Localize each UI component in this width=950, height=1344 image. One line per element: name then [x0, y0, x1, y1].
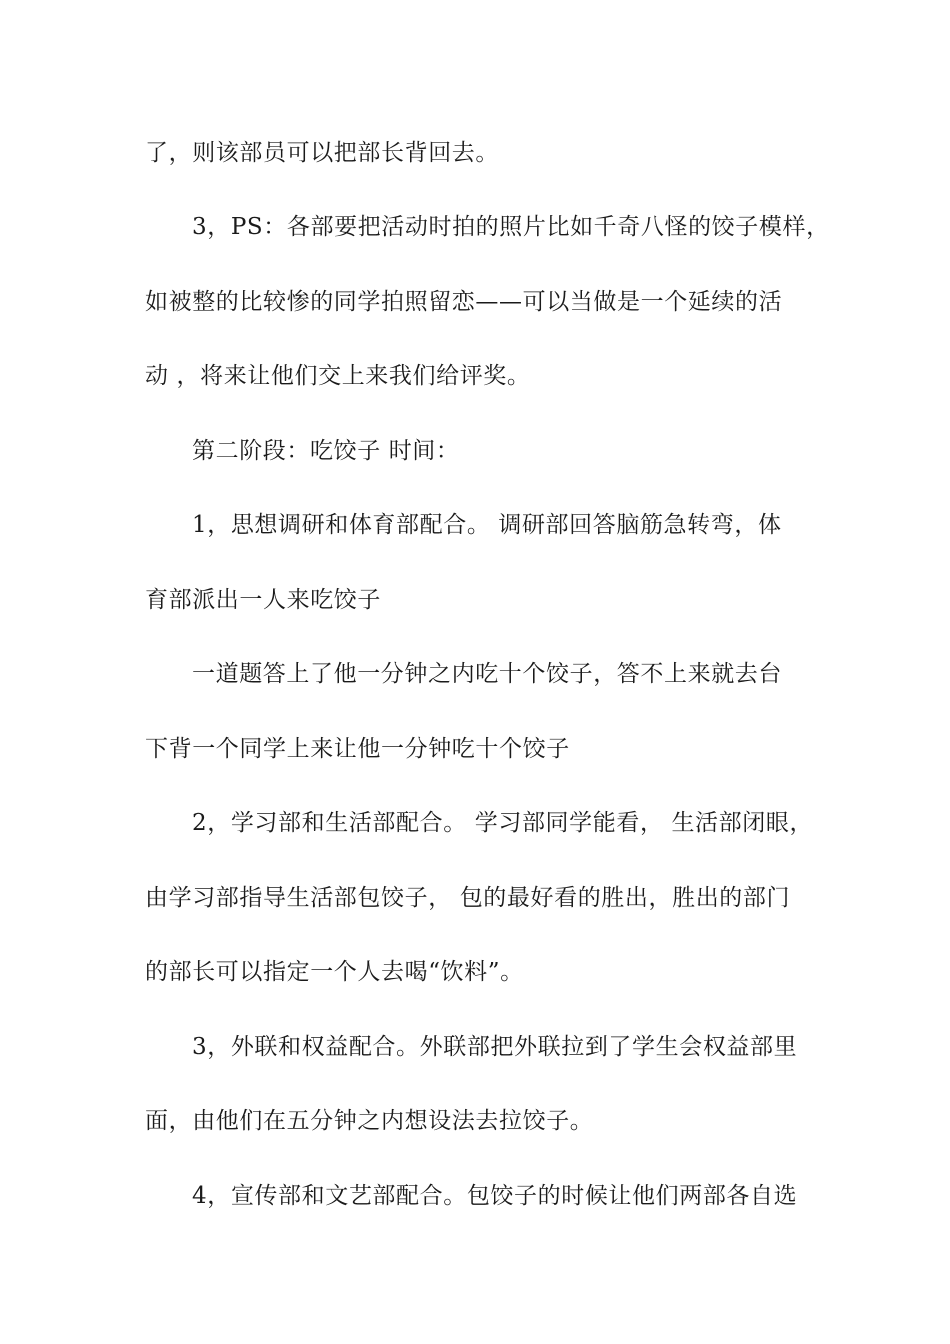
paragraph-line: 3，外联和权益配合。外联部把外联拉到了学生会权益部里 [192, 1034, 798, 1060]
text-line: 的部长可以指定一个人去喝“饮料”。 [145, 959, 524, 985]
text-line: 面，由他们在五分钟之内想设法去拉饺子。 [145, 1108, 594, 1134]
paragraph-line: 1，思想调研和体育部配合。 调研部回答脑筋急转弯，体 [192, 512, 782, 538]
paragraph-line: 一道题答上了他一分钟之内吃十个饺子，答不上来就去台 [192, 661, 782, 687]
paragraph-line: 4，宣传部和文艺部配合。包饺子的时候让他们两部各自选 [192, 1183, 798, 1209]
text-line: 动 ，将来让他们交上来我们给评奖。 [145, 363, 531, 389]
paragraph-line: 3，PS：各部要把活动时拍的照片比如千奇八怪的饺子模样， [192, 214, 830, 240]
text-line: 了，则该部员可以把部长背回去。 [145, 140, 499, 166]
paragraph-line: 2，学习部和生活部配合。 学习部同学能看， 生活部闭眼， [192, 810, 814, 836]
section-heading: 第二阶段：吃饺子 时间： [192, 438, 460, 464]
text-line: 如被整的比较惨的同学拍照留恋——可以当做是一个延续的活 [145, 289, 783, 315]
text-line: 由学习部指导生活部包饺子， 包的最好看的胜出，胜出的部门 [145, 885, 791, 911]
text-line: 下背一个同学上来让他一分钟吃十个饺子 [145, 736, 570, 762]
text-line: 育部派出一人来吃饺子 [145, 587, 381, 613]
